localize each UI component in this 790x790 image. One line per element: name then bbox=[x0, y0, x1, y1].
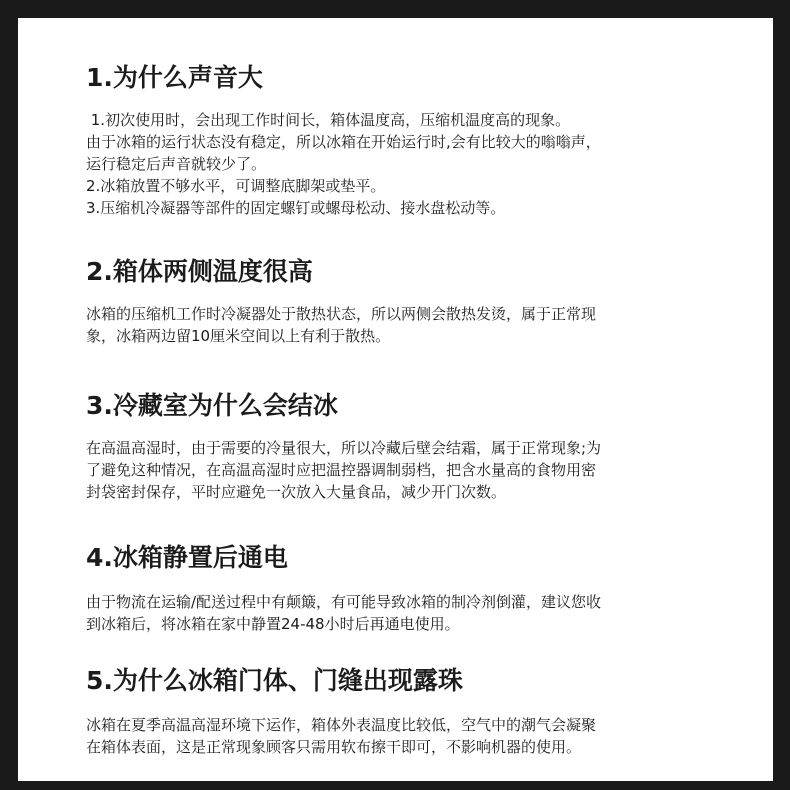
body-line: 封袋密封保存，平时应避免一次放入大量食品，减少开门次数。 bbox=[86, 483, 507, 501]
body-line: 象，冰箱两边留10厘米空间以上有利于散热。 bbox=[86, 327, 391, 345]
section-body bbox=[86, 303, 736, 347]
body-line: 在高温高湿时，由于需要的冷量很大，所以冷藏后壁会结霜，属于正常现象;为 bbox=[86, 439, 602, 457]
section-title: 1.为什么声音大 bbox=[86, 63, 263, 92]
section-condensation bbox=[86, 665, 736, 758]
body-line: 3.压缩机冷凝器等部件的固定螺钉或螺母松动、接水盘松动等。 bbox=[86, 199, 506, 217]
section-noise bbox=[86, 62, 736, 219]
section-standing bbox=[86, 542, 736, 635]
section-title: 3.冷藏室为什么会结冰 bbox=[86, 391, 338, 420]
body-line: 1.初次使用时，会出现工作时间长，箱体温度高，压缩机温度高的现象。 bbox=[86, 111, 571, 129]
body-line: 由于物流在运输/配送过程中有颠簸，有可能导致冰箱的制冷剂倒灌，建议您收 bbox=[86, 593, 602, 611]
body-line: 2.冰箱放置不够水平，可调整底脚架或垫平。 bbox=[86, 177, 386, 195]
section-title: 5.为什么冰箱门体、门缝出现露珠 bbox=[86, 666, 463, 695]
body-line: 由于冰箱的运行状态没有稳定，所以冰箱在开始运行时,会有比较大的嗡嗡声， bbox=[86, 133, 601, 151]
section-freezing bbox=[86, 390, 736, 503]
section-body bbox=[86, 437, 736, 503]
body-line: 到冰箱后，将冰箱在家中静置24-48小时后再通电使用。 bbox=[86, 615, 460, 633]
body-line: 了避免这种情况，在高温高湿时应把温控器调制弱档，把含水量高的食物用密 bbox=[86, 461, 597, 479]
body-line: 运行稳定后声音就较少了。 bbox=[86, 155, 267, 173]
section-side-heat bbox=[86, 256, 736, 347]
section-title: 2.箱体两侧温度很高 bbox=[86, 257, 313, 286]
document-page bbox=[18, 18, 773, 781]
section-body bbox=[86, 591, 736, 635]
section-title: 4.冰箱静置后通电 bbox=[86, 543, 288, 572]
body-line: 在箱体表面，这是正常现象顾客只需用软布擦干即可，不影响机器的使用。 bbox=[86, 738, 582, 756]
section-body bbox=[86, 109, 736, 219]
body-line: 冰箱在夏季高温高湿环境下运作，箱体外表温度比较低，空气中的潮气会凝聚 bbox=[86, 716, 597, 734]
body-line: 冰箱的压缩机工作时冷凝器处于散热状态，所以两侧会散热发烫，属于正常现 bbox=[86, 305, 597, 323]
section-body bbox=[86, 714, 736, 758]
